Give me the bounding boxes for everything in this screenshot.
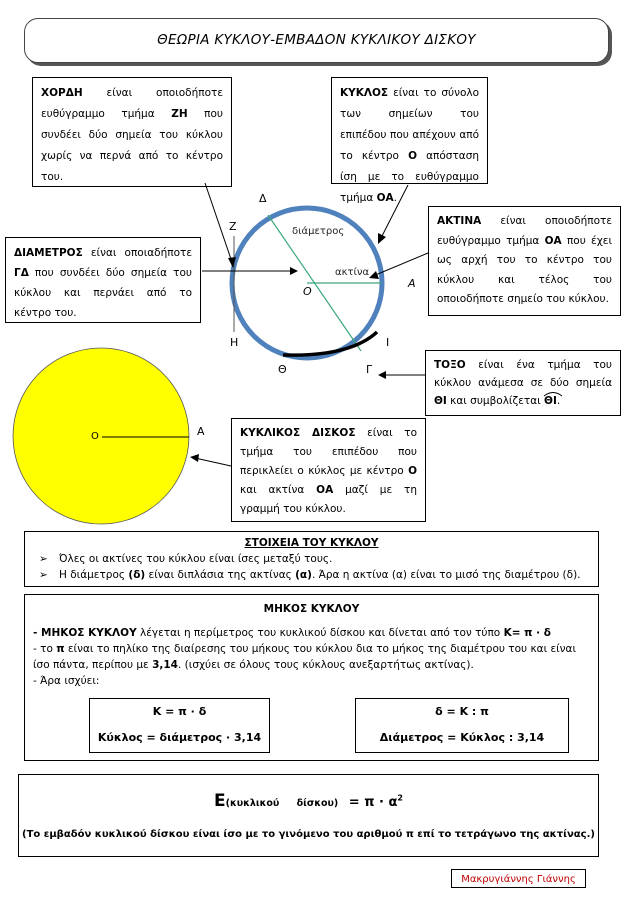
circle-arrow [380,185,408,240]
elements-title: ΣΤΟΙΧΕΙΑ ΤΟΥ ΚΥΚΛΟΥ [244,537,379,549]
author-badge: Μακρυγιάννης Γιάννης [451,869,586,888]
length-l2-val: 3,14 [152,659,178,671]
bullet-arrow-icon: ➢ [39,553,48,565]
bullet-2-mid: είναι διπλάσια της ακτίνας [145,569,296,581]
circle-center: Ο [408,150,418,162]
bullet-2-a: (α) [295,569,312,581]
formula-box-2 [355,698,569,753]
length-line-3: - Άρα ισχύει: [33,675,100,687]
diameter-text: είναι οποιαδήποτε [82,247,192,259]
arc-end: . [556,395,561,407]
label-gamma: Γ [366,363,373,376]
length-l2-post: . (ισχύει σε όλους τους κύκλους ανεξαρτήτως ακτίνας). [178,659,474,671]
disk-text-post: μαζί με τη γραμμή του κύκλου. [240,484,417,515]
formula-1b: Κύκλος = διάμετρος · 3,14 [97,731,262,744]
arc-text: είναι ένα τμήμα του κύκλου ανάμεσα σε δύο σημεία [434,359,612,389]
label-delta: Δ [259,192,267,205]
area-subscript: (κυκλικού δίσκου) [225,798,339,809]
diameter-text-post: που συνδέει δύο σημεία του κύκλου και περνάει από το κέντρο του. [14,267,192,319]
area-e: Ε [214,791,226,811]
arc-arrowhead [378,371,386,379]
disk-center-label: Ο [408,465,417,477]
page-title: ΘΕΩΡΙΑ ΚΥΚΛΟΥ-ΕΜΒΑΔΟΝ ΚΥΚΛΙΚΟΥ ΔΙΣΚΟΥ [157,32,476,48]
arc-seg: ΘΙ [434,395,447,407]
formula-box-1 [89,698,270,753]
circle-term: ΚΥΚΛΟΣ [340,87,389,99]
disk-text: είναι το τμήμα του επιπέδου που περικλείει ο κύκλος με κέντρο [240,427,417,477]
arc-term: ΤΟΞΟ [434,359,466,371]
radius-text: είναι οποιοδήποτε ευθύγραμμο τμήμα [437,215,612,247]
radius-term: ΑΚΤΙΝΑ [437,215,482,227]
radius-seg: ΟΑ [544,234,562,247]
formula-2b: Διάμετρος = Κύκλος : 3,14 [379,731,545,744]
length-l2-mid: είναι το πηλίκο της διαίρεσης του μήκους του κύκλου δια το μήκος της διαμέτρου του και είναι ίσο πάντα, περίπου με [33,643,577,671]
length-line-1 [25,625,598,641]
circle-arrowhead [378,233,386,244]
length-box [24,594,599,761]
length-line-2 [25,641,598,673]
length-l1-formula: Κ= π · δ [503,627,551,639]
chord-term: ΧΟΡΔΗ [41,87,83,99]
length-l1-text: λέγεται η περίμετρος του κυκλικού δίσκου και δίνεται από τον τύπο [136,627,504,639]
bullet-arrow-icon: ➢ [39,569,48,581]
chord-seg: ΖΗ [171,108,188,120]
arc-symbol-text: ΘΙ [544,395,557,407]
area-rhs: = π · α [348,795,398,810]
bullet-2-d: (δ) [128,569,146,581]
radius-label: ακτίνα [335,267,370,278]
label-theta: Θ [278,363,287,376]
formula-1a: Κ = π · δ [152,705,207,718]
bullet-1-text: Όλες οι ακτίνες του κύκλου είναι ίσες μεταξύ τους. [59,553,333,565]
disk-point-a: Α [197,425,205,438]
disk-arrowhead [190,454,199,462]
circle-end: . [393,192,398,204]
length-term: - ΜΗΚΟΣ ΚΥΚΛΟΥ [33,627,137,639]
disk-center-point: Ο [91,431,99,442]
diameter-seg: ΓΔ [14,267,29,279]
radius-arrowhead [369,271,379,279]
circle-seg: ΟΑ [376,192,394,204]
length-l2-pi: π [56,643,65,655]
length-l2-pre: - το [33,643,57,655]
disk-arrow [195,458,231,466]
diameter-arrowhead [290,267,298,275]
area-exponent: 2 [397,793,403,803]
chord-text-post: που συνδέει δύο σημεία του κύκλου χωρίς να περνά από το κέντρο του. [41,108,223,183]
formula-2a: δ = Κ : π [435,705,489,718]
elements-box [24,531,599,587]
area-note: (Το εμβαδόν κυκλικού δίσκου είναι ίσο με το γινόμενο του αριθμού π επί το τετράγωνο της ακτίνας.) [22,829,595,840]
chord-text: είναι οποιοδήποτε ευθύγραμμο τμήμα [41,87,223,120]
circle-text: είναι το σύνολο των σημείων του επιπέδου που απέχουν από το κέντρο [340,87,479,162]
diameter-label: διάμετρος [292,226,345,237]
label-iota: Ι [386,336,390,349]
length-title: ΜΗΚΟΣ ΚΥΚΛΟΥ [263,603,360,615]
label-alpha: Α [408,277,416,290]
elements-bullet-2 [39,569,598,581]
radius-text-post: που έχει ως αρχή του το κέντρο του κύκλου και τέλος του οποιοδήποτε σημείο του κύκλου. [437,234,612,305]
area-box [18,774,599,857]
disk-text-mid: και ακτίνα [240,484,317,496]
elements-bullet-1 [39,553,598,565]
area-formula [19,791,598,811]
bullet-2-pre: Η διάμετρος [59,569,129,581]
label-eta: Η [230,336,239,349]
disk-seg: ΟΑ [316,484,334,496]
label-omicron: Ο [303,285,312,298]
bullet-2-post: . Άρα η ακτίνα (α) είναι το μισό της διαμέτρου (δ). [311,569,581,581]
disk-term: ΚΥΚΛΙΚΟΣ ΔΙΣΚΟΣ [240,427,356,439]
circle-text-post: απόσταση ίση με το ευθύγραμμο τμήμα [340,150,480,204]
arc-text-mid: και συμβολίζεται [446,395,545,407]
diameter-term: ΔΙΑΜΕΤΡΟΣ [14,247,83,259]
yellow-disk [13,348,189,524]
label-zeta: Ζ [229,220,237,233]
